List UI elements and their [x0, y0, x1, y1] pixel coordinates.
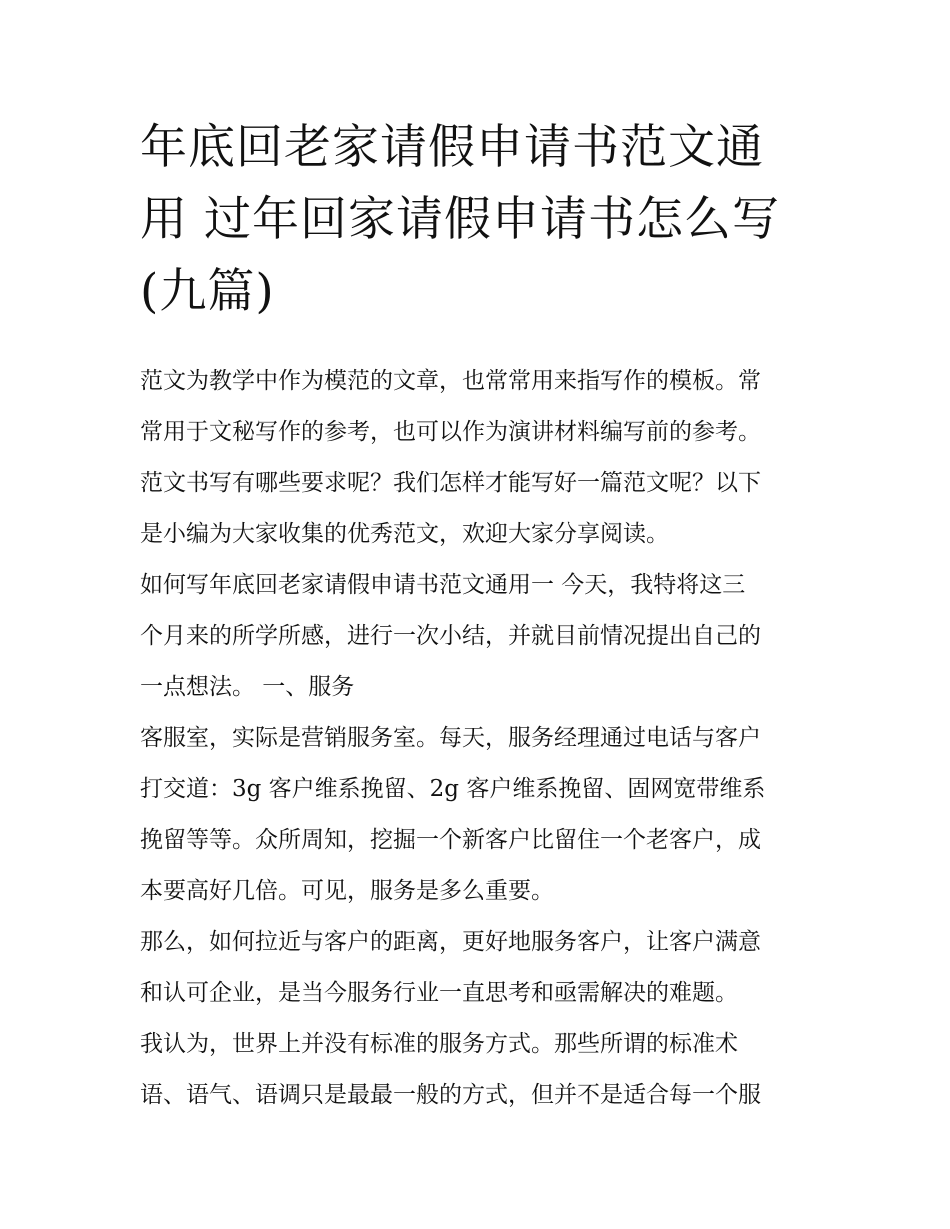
body-line: 如何写年底回老家请假申请书范文通用一 今天，我特将这三 — [140, 572, 746, 598]
body-line: 客服室，实际是营销服务室。每天，服务经理通过电话与客户 — [140, 725, 761, 751]
title-line: 用 过年回家请假申请书怎么写 — [140, 192, 780, 247]
body-line: 我认为，世界上并没有标准的服务方式。那些所谓的标准术 — [140, 1031, 738, 1057]
body-line: 是小编为大家收集的优秀范文，欢迎大家分享阅读。 — [140, 521, 669, 547]
body-line: 一点想法。 一、服务 — [140, 674, 355, 700]
document-body — [140, 356, 820, 1121]
title-line: (九篇) — [140, 264, 275, 319]
body-line: 打交道：3g 客户维系挽留、2g 客户维系挽留、固网宽带维系 — [140, 776, 766, 802]
body-line: 和认可企业，是当今服务行业一直思考和亟需解决的难题。 — [140, 980, 738, 1006]
document-title — [140, 112, 820, 328]
body-line: 挽留等等。众所周知，挖掘一个新客户比留住一个老客户，成 — [140, 827, 761, 853]
body-line: 本要高好几倍。可见，服务是多么重要。 — [140, 878, 554, 904]
body-line: 个月来的所学所感，进行一次小结，并就目前情况提出自己的 — [140, 623, 761, 649]
body-line: 那么，如何拉近与客户的距离，更好地服务客户，让客户满意 — [140, 929, 761, 955]
body-line: 范文为教学中作为模范的文章，也常常用来指写作的模板。常 — [140, 368, 761, 394]
body-line: 语、语气、语调只是最最一般的方式，但并不是适合每一个服 — [140, 1082, 761, 1108]
body-line: 常用于文秘写作的参考，也可以作为演讲材料编写前的参考。 — [140, 419, 761, 445]
title-line: 年底回老家请假申请书范文通 — [140, 120, 764, 175]
body-line: 范文书写有哪些要求呢？我们怎样才能写好一篇范文呢？以下 — [140, 470, 761, 496]
